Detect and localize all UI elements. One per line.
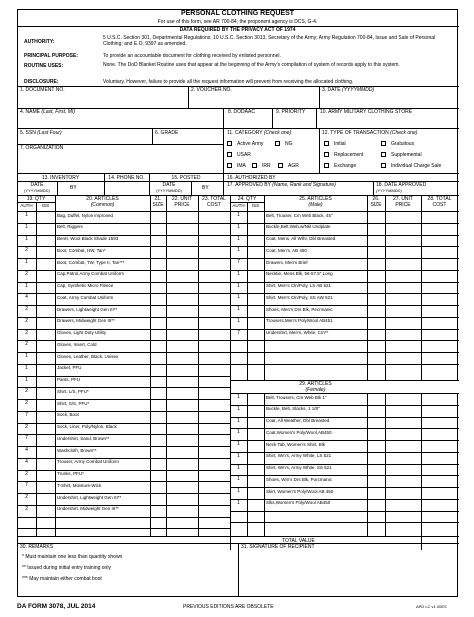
- female-item-auth-qty: 1: [237, 464, 240, 471]
- female-item-article-name: Skirt, Women's Poly/Wool AB 450: [266, 488, 334, 494]
- field-clothing-store[interactable]: 10. ARMY MILITARY CLOTHING STORE: [320, 109, 413, 115]
- col-header-total-cost-male: 28. TOTAL COST: [427, 196, 452, 208]
- female-item-auth-qty: 1: [237, 488, 240, 494]
- male-item-auth-qty: 1: [237, 212, 240, 218]
- posted-by-label: BY: [202, 185, 209, 191]
- female-item-row[interactable]: [230, 464, 459, 476]
- common-item-auth-qty: 4: [25, 447, 28, 453]
- common-item-row[interactable]: [17, 352, 230, 364]
- col-header-iss-common: ISS: [41, 203, 50, 208]
- checkbox-replacement[interactable]: [324, 152, 329, 157]
- col-header-unit-price-male: 27. UNIT PRICE: [392, 196, 413, 208]
- female-item-row[interactable]: [230, 405, 459, 417]
- remark-line-1: * Must maintain one less than quantity shown: [22, 554, 123, 560]
- common-item-article-name: Trunks, PFU*: [57, 471, 84, 476]
- form-id: DA FORM 3078, JUL 2014: [17, 603, 96, 610]
- field-voucher-no[interactable]: 2. VOUCHER NO.: [191, 87, 232, 93]
- col-header-size-common: 21. SIZE: [152, 196, 164, 208]
- common-item-row[interactable]: [17, 282, 230, 294]
- inventory-by-label: BY: [70, 185, 77, 191]
- common-item-article-name: Sock, Liner, Poly/Nylon, Black: [57, 424, 117, 429]
- male-item-article-name: Belt, Trouser, Cm Web Black, 45": [266, 212, 333, 218]
- col-header-iss-male: ISS: [251, 203, 260, 208]
- male-item-row[interactable]: [230, 282, 459, 294]
- signature-of-recipient[interactable]: 31. SIGNATURE OF RECIPIENT: [241, 544, 315, 550]
- female-articles-header: 29. ARTICLES: [299, 381, 332, 387]
- checkbox-individual-charge-sale[interactable]: [381, 163, 386, 168]
- common-item-article-name: Washcloth, Brown**: [57, 447, 97, 453]
- common-item-row[interactable]: [17, 329, 230, 341]
- common-item-auth-qty: 2: [25, 247, 28, 254]
- field-ssn[interactable]: 5. SSN (Last Four): [20, 130, 62, 136]
- common-item-row[interactable]: [17, 399, 230, 411]
- checkbox-irr[interactable]: [252, 163, 257, 168]
- female-item-auth-qty: 1: [237, 429, 240, 436]
- male-item-auth-qty: 7: [237, 259, 240, 265]
- inventory-date-hint: (YYYYMMDD): [24, 188, 50, 193]
- posted-date-label: DATE: [162, 182, 176, 188]
- female-item-row[interactable]: [230, 475, 459, 487]
- male-item-row[interactable]: [230, 340, 459, 352]
- common-item-article-name: Cap,Patrol,Army Combat Uniform: [57, 271, 125, 277]
- field-transaction-type: 12. TYPE OF TRANSACTION (Check one): [322, 130, 418, 136]
- common-item-row[interactable]: [17, 493, 230, 505]
- remarks-label: 30. REMARKS: [20, 544, 54, 550]
- common-item-article-name: Beret, Wool Black Shade 1593: [57, 236, 119, 241]
- disclosure-text: Voluntary. However, failure to provide all the request information will prevent from receiving the allocated clothing.: [103, 79, 354, 85]
- common-item-row[interactable]: [17, 246, 230, 258]
- common-item-row[interactable]: [17, 317, 230, 329]
- privacy-title: DATA REQUIRED BY THE PRIVACY ACT OF 1974: [179, 27, 296, 33]
- common-item-article-name: Jacket, PFU: [57, 365, 82, 371]
- male-item-auth-qty: 1: [237, 223, 240, 230]
- male-item-auth-qty: 1: [237, 317, 240, 324]
- authority-label: AUTHORITY:: [24, 39, 55, 45]
- common-item-article-name: Belt, Riggers: [57, 224, 83, 230]
- common-item-article-name: Undershirt, Sand, Brown**: [57, 435, 110, 441]
- male-item-article-name: Shirt, Men's Cln/Poly, LS AB 521: [266, 283, 332, 288]
- checkbox-initial[interactable]: [324, 141, 329, 146]
- field-organization[interactable]: 7. ORGANIZATION: [20, 145, 64, 151]
- field-approved-by[interactable]: 17. APPROVED BY (Name, Rank and Signature): [227, 182, 336, 188]
- col-header-auth-common: AUTH: [20, 203, 33, 208]
- col-header-articles-male-sub: (Male): [308, 202, 323, 208]
- common-item-row[interactable]: [17, 305, 230, 317]
- col-header-articles-common: 20. ARTICLES: [86, 196, 119, 202]
- common-item-row[interactable]: [17, 470, 230, 482]
- common-item-row[interactable]: [17, 270, 230, 282]
- common-item-auth-qty: 4: [25, 294, 28, 301]
- checkbox-exchange[interactable]: [324, 163, 329, 168]
- male-item-auth-qty: 1: [237, 306, 240, 312]
- female-item-auth-qty: 1: [237, 394, 240, 400]
- female-item-row[interactable]: [230, 417, 459, 429]
- male-item-article-name: Coat, Mens, All Wthr, Dbl Breasted: [266, 236, 336, 241]
- label-active-army: Active Army: [237, 141, 264, 147]
- male-item-row[interactable]: [230, 235, 459, 247]
- female-item-auth-qty: 1: [237, 441, 240, 447]
- disclosure-label: DISCLOSURE:: [24, 79, 59, 85]
- field-inventory: 13. INVENTORY: [41, 175, 80, 181]
- common-item-auth-qty: 1: [25, 353, 28, 359]
- label-initial: Initial: [334, 141, 346, 147]
- male-item-row[interactable]: [230, 293, 459, 305]
- female-item-auth-qty: 1: [237, 499, 240, 506]
- common-item-row[interactable]: [17, 446, 230, 458]
- routine-uses-label: ROUTINE USES:: [24, 63, 64, 69]
- purpose-text: To provide an accountable document for clothing received by enlisted personnel.: [103, 53, 281, 59]
- field-dodaac[interactable]: 8. DODAAC: [228, 109, 255, 115]
- female-item-row[interactable]: [230, 440, 459, 452]
- female-item-article-name: Buckle, Belt, Slacks, 1 1/8": [266, 406, 320, 412]
- female-item-row[interactable]: [230, 452, 459, 464]
- female-item-article-name: Slks,Women's Poly/Wool AB450: [266, 500, 331, 506]
- male-item-row[interactable]: [230, 246, 459, 258]
- label-replacement: Replacement: [334, 152, 364, 158]
- male-item-auth-qty: 1: [237, 247, 240, 254]
- label-supplemental: Supplemental: [391, 152, 422, 158]
- common-item-article-name: Coat, Army Combat Uniform: [57, 294, 114, 300]
- common-item-auth-qty: 1: [25, 364, 28, 371]
- field-category: 11. CATEGORY (Check one): [227, 130, 292, 136]
- col-header-qty-male: 24. QTY: [237, 196, 257, 202]
- remark-line-3: *** May maintain either combat boot: [22, 576, 102, 582]
- common-item-article-name: Undershirt, Midweight Gen III**: [57, 506, 119, 512]
- common-item-article-name: Gloves, Light Duty Utility: [57, 330, 107, 335]
- common-item-auth-qty: 7: [25, 411, 28, 418]
- female-item-row[interactable]: [230, 393, 459, 405]
- common-item-article-name: Shirt, L/S, PFU*: [57, 388, 89, 394]
- form-subtitle: For use of this form, see AR 700-84; the proponent agency is DCS, G-4.: [157, 19, 318, 25]
- male-item-auth-qty: 1: [237, 282, 240, 289]
- checkbox-ima[interactable]: [227, 163, 232, 168]
- label-exchange: Exchange: [334, 163, 357, 169]
- common-item-row[interactable]: [17, 481, 230, 493]
- previous-editions-note: PREVIOUS EDITIONS ARE OBSOLETE: [183, 604, 274, 610]
- male-item-row[interactable]: [230, 317, 459, 329]
- total-value-label: TOTAL VALUE: [282, 538, 315, 544]
- male-item-auth-qty: 7: [237, 329, 240, 336]
- common-item-auth-qty: 2: [25, 505, 28, 512]
- checkbox-agr[interactable]: [278, 163, 283, 168]
- col-header-qty-common: 19. QTY: [26, 196, 46, 202]
- common-item-auth-qty: 7: [25, 482, 28, 489]
- common-item-row[interactable]: [17, 258, 230, 270]
- purpose-label: PRINCIPAL PURPOSE:: [24, 53, 78, 59]
- common-item-row[interactable]: [17, 293, 230, 305]
- common-item-auth-qty: 4: [25, 458, 28, 465]
- common-item-article-name: Bag, Duffel, Nylon improved: [57, 212, 113, 218]
- common-item-row[interactable]: [17, 340, 230, 352]
- male-item-row[interactable]: [230, 329, 459, 341]
- common-item-row[interactable]: [17, 434, 230, 446]
- female-item-auth-qty: 1: [237, 476, 240, 483]
- col-header-articles-male: 25. ARTICLES: [299, 196, 332, 202]
- col-header-auth-male: AUTH: [232, 203, 245, 208]
- label-ng: NG: [285, 141, 293, 147]
- field-name[interactable]: 4. NAME (Last, First, MI): [20, 109, 76, 115]
- common-item-auth-qty: 2: [25, 400, 28, 406]
- checkbox-gratuitous[interactable]: [381, 141, 386, 146]
- common-item-article-name: Gloves, Insert, Cold: [57, 341, 97, 347]
- common-item-auth-qty: 2: [25, 470, 28, 477]
- female-item-article-name: Shirt, Wm's, Army White, LS 521: [266, 453, 332, 459]
- female-item-article-name: Neck Tab, Women's Shirt, Blk: [266, 441, 325, 447]
- female-item-auth-qty: 1: [237, 417, 240, 424]
- common-item-row[interactable]: [17, 458, 230, 470]
- common-item-article-name: T-Shirt, Moisture-Wick: [57, 482, 102, 488]
- field-document-no[interactable]: 1. DOCUMENT NO.: [20, 87, 65, 93]
- checkbox-active-army[interactable]: [227, 141, 232, 146]
- male-item-row[interactable]: [230, 211, 459, 223]
- common-item-row[interactable]: [17, 387, 230, 399]
- remark-line-2: ** Issued during initial entry training only: [22, 565, 111, 571]
- common-item-article-name: Drawers, Midweight Gen III**: [57, 318, 115, 324]
- female-item-article-name: Coat,Women's Poly/Wool,AB450: [266, 429, 332, 435]
- male-item-auth-qty: 1: [237, 294, 240, 301]
- label-individual-charge-sale: Individual Charge Sale: [391, 163, 442, 169]
- common-item-row[interactable]: [17, 411, 230, 423]
- field-posted: 15. POSTED: [171, 175, 201, 181]
- common-item-article-name: Boot, Combat, TW, Type II, Tan***: [57, 259, 125, 265]
- common-item-article-name: Gloves, Leather, Black, Unisex: [57, 353, 119, 359]
- male-item-article-name: Buckle,Belt,Web,w/Nkl Undplate: [266, 224, 331, 230]
- male-item-auth-qty: 1: [237, 235, 240, 242]
- common-item-auth-qty: 1: [25, 212, 28, 218]
- label-gratuitous: Gratuitous: [391, 141, 415, 147]
- common-item-auth-qty: 2: [25, 317, 28, 324]
- common-item-auth-qty: 2: [25, 341, 28, 348]
- female-articles-header-sub: (Female): [305, 387, 326, 393]
- common-item-article-name: Drawers, Lightweight Gen III**: [57, 306, 118, 312]
- common-item-auth-qty: 2: [25, 329, 28, 336]
- common-item-auth-qty: 1: [25, 376, 28, 383]
- label-usar: USAR: [237, 152, 251, 158]
- field-date-approved[interactable]: 18. DATE APPROVED: [376, 182, 427, 188]
- col-header-size-male: 26. SIZE: [370, 196, 382, 208]
- common-item-auth-qty: 1: [25, 282, 28, 289]
- common-item-row[interactable]: [17, 211, 230, 223]
- checkbox-supplemental[interactable]: [381, 152, 386, 157]
- checkbox-ng[interactable]: [275, 141, 280, 146]
- female-item-article-name: Shirt, Wm's, Army White, SS 521: [266, 465, 332, 470]
- male-item-article-name: Coat, Men's, AB 450: [266, 247, 307, 253]
- common-item-article-name: Cap, Synthetic Micro Fleece: [57, 283, 114, 288]
- checkbox-usar[interactable]: [227, 152, 232, 157]
- male-item-article-name: Necktie, Mens Blk, 56-57.5" Long: [266, 271, 333, 277]
- common-item-auth-qty: 7: [25, 435, 28, 442]
- common-item-auth-qty: 2: [25, 423, 28, 430]
- common-item-article-name: Boot, Combat, HW, Tan*: [57, 247, 106, 253]
- routine-uses-text: None. The DoD Blanket Routine uses that appear at the beginning of the Army's compilation of system of records apply to this system.: [103, 62, 400, 68]
- common-item-row[interactable]: [17, 223, 230, 235]
- authority-text: 5 U.S.C. Section 301, Departmental Regulations; 10 U.S.C. Section 3013, Secretary of the Army; Army Regulation 700-84, Issue and Sale of Personal Clothing; and E.O. 9397 as amended.: [103, 35, 436, 47]
- common-item-article-name: Pants, PFU: [57, 377, 81, 382]
- male-item-row[interactable]: [230, 352, 459, 364]
- common-item-row[interactable]: [17, 376, 230, 388]
- male-item-row[interactable]: [230, 270, 459, 282]
- female-item-row[interactable]: [230, 487, 459, 499]
- field-authorized-by[interactable]: 16. AUTHORIZED BY: [227, 175, 276, 181]
- female-item-auth-qty: 1: [237, 452, 240, 459]
- female-item-article-name: Coat, All Weather, Dbl Breasted: [266, 418, 330, 423]
- female-item-article-name: Belt, Trousers, Cm Web Blk 1": [266, 394, 327, 400]
- field-phone-no[interactable]: 14. PHONE NO.: [108, 175, 145, 181]
- common-item-row[interactable]: [17, 517, 230, 529]
- posted-date-hint: (YYYYMMDD): [156, 188, 182, 193]
- field-priority[interactable]: 9. PRIORITY: [276, 109, 306, 115]
- female-item-auth-qty: 1: [237, 405, 240, 412]
- common-item-article-name: Trouser, Army Combat Uniform: [57, 459, 119, 465]
- common-item-auth-qty: 2: [25, 306, 28, 312]
- date-approved-hint: (YYYYMMDD): [376, 188, 402, 193]
- common-item-auth-qty: 1: [25, 235, 28, 242]
- female-item-article-name: Shoes, Wm's Drs Blk, Porcmanic: [266, 476, 332, 482]
- common-item-article-name: Shirt, S/S, PFU*: [57, 400, 90, 406]
- male-item-row[interactable]: [230, 305, 459, 317]
- common-item-auth-qty: 2: [25, 270, 28, 277]
- male-item-article-name: Undershirt, Men's, White, Crn**: [266, 330, 329, 335]
- common-item-row[interactable]: [17, 423, 230, 435]
- col-header-articles-common-sub: (Common): [90, 202, 115, 208]
- male-item-row[interactable]: [230, 258, 459, 270]
- col-header-total-cost-common: 23. TOTAL COST: [202, 196, 226, 208]
- male-item-row[interactable]: [230, 223, 459, 235]
- female-item-row[interactable]: [230, 428, 459, 440]
- male-item-article-name: Trousers,Men's Poly/Wool AB451: [266, 318, 333, 324]
- male-item-article-name: Drawers, Men's Brief: [266, 259, 308, 265]
- label-agr: AGR: [288, 163, 299, 169]
- version-tag: APD LC v1.00ES: [416, 604, 447, 609]
- female-item-row[interactable]: [230, 511, 459, 523]
- common-item-auth-qty: 2: [25, 494, 28, 500]
- col-header-unit-price-common: 22. UNIT PRICE: [171, 196, 192, 208]
- label-irr: IRR: [262, 163, 271, 169]
- common-item-row[interactable]: [17, 505, 230, 517]
- field-date[interactable]: 3. DATE (YYYYMMDD): [322, 87, 375, 93]
- common-item-row[interactable]: [17, 364, 230, 376]
- common-item-row[interactable]: [17, 235, 230, 247]
- inventory-date-label: DATE: [30, 182, 44, 188]
- common-item-article-name: Sock, Boot: [57, 412, 79, 418]
- male-item-auth-qty: 1: [237, 270, 240, 277]
- label-ima: IMA: [237, 163, 246, 169]
- common-item-auth-qty: 2: [25, 388, 28, 395]
- form-title: PERSONAL CLOTHING REQUEST: [180, 10, 295, 17]
- male-item-article-name: Shoes, Men's Drs Blk, Pecrmanic: [266, 306, 333, 312]
- male-item-article-name: Shirt, Men's Cln/Poly, SS AW 521: [266, 294, 333, 300]
- common-item-article-name: Undershirt, Lightweight Gen III**: [57, 494, 122, 500]
- common-item-auth-qty: 1: [25, 223, 28, 230]
- field-grade[interactable]: 6. GRADE: [155, 130, 179, 136]
- female-item-row[interactable]: [230, 499, 459, 511]
- common-item-auth-qty: 1: [25, 259, 28, 265]
